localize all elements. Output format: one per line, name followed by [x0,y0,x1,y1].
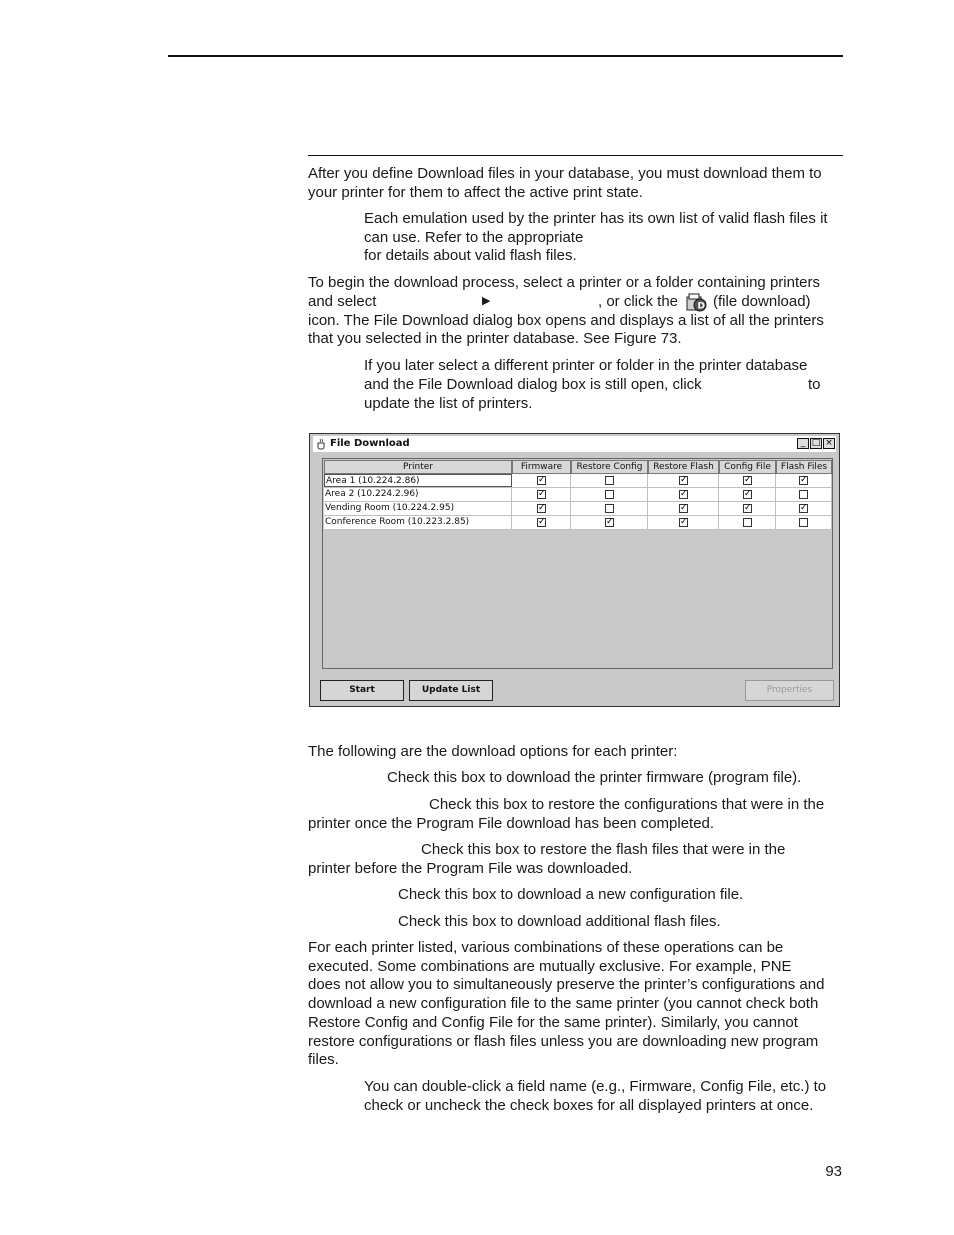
checked-checkbox[interactable]: ✓ [680,475,688,485]
checked-checkbox[interactable]: ✓ [538,517,546,527]
text-line: If you later select a different printer or folder in the printer database [364,357,808,374]
check-cell [512,488,571,501]
page-number: 93 [825,1163,842,1180]
check-cell [719,502,776,515]
check-cell [648,502,719,515]
svg-text:D: D [697,301,705,312]
check-cell [719,488,776,501]
text-line: To begin the download process, select a printer or a folder containing printers [308,274,820,291]
check-cell [776,474,832,487]
update-list-button[interactable]: Update List [409,680,493,701]
text-line: After you define Download files in your database, you must download them to [308,165,822,182]
check-cell [776,502,832,515]
column-header-restore-config[interactable]: Restore Config [571,460,648,474]
text-line: for details about valid flash files. [364,247,577,265]
text-line: Check this box to restore the configurations that were in the [429,796,825,813]
table-row[interactable] [324,488,832,502]
text-line: printer before the Program File was downloaded. [308,859,633,877]
header-rule [168,55,843,57]
checked-checkbox[interactable]: ✓ [680,517,688,527]
option-restore-flash-desc [308,841,848,878]
check-cell [719,474,776,487]
printer-name-cell[interactable]: Area 2 (10.224.2.96) [324,488,512,501]
begin-paragraph [308,274,848,349]
options-intro: The following are the download options for each printer: [308,743,678,760]
unchecked-checkbox[interactable] [743,518,752,527]
text-line [364,376,844,395]
printer-name-cell[interactable]: Area 1 (10.224.2.86) [324,474,512,487]
menu-arrow-icon: ▶ [482,294,491,307]
text-line: Each emulation used by the printer has its own list of valid flash files it [364,210,828,227]
text-line: files. [308,1051,339,1069]
table-row[interactable] [324,516,832,530]
check-cell [776,516,832,529]
checked-checkbox[interactable]: ✓ [744,503,752,513]
check-cell [571,474,648,487]
check-cell [571,502,648,515]
table-row[interactable] [324,474,832,488]
dialog-title: File Download [330,438,410,449]
unchecked-checkbox[interactable] [605,476,614,485]
option-restore-config-desc [308,796,848,833]
check-cell [776,488,832,501]
checked-checkbox[interactable]: ✓ [800,503,808,513]
text-line: that you selected in the printer database. See Figure 73. [308,330,682,348]
file-download-dialog [309,433,840,707]
text-fragment: to [808,375,821,393]
text-line: check or uncheck the check boxes for all displayed printers at once. [364,1096,814,1114]
check-cell [571,488,648,501]
table-row[interactable] [324,502,832,516]
text-line [308,293,848,312]
java-cup-icon [316,438,326,450]
checked-checkbox[interactable]: ✓ [744,489,752,499]
minimize-button[interactable]: _ [797,438,809,449]
text-fragment: and select [308,292,377,310]
unchecked-checkbox[interactable] [605,490,614,499]
properties-button[interactable]: Properties [745,680,834,701]
text-line: Check this box to restore the flash files that were in the [421,841,786,858]
column-header-printer[interactable]: Printer [324,460,512,474]
unchecked-checkbox[interactable] [799,490,808,499]
note-flash-files [364,210,844,266]
close-button[interactable]: × [823,438,835,449]
text-fragment: , or click the [598,292,679,310]
text-line: printer once the Program File download has been completed. [308,814,715,832]
text-line: restore configurations or flash files unless you are downloading new program [308,1032,819,1050]
text-fragment: (file download) [713,292,811,310]
column-header-restore-flash[interactable]: Restore Flash [648,460,719,474]
text-line: does not allow you to simultaneously preserve the printer’s configurations and [308,976,825,994]
text-fragment: and the File Download dialog box is still open, click [364,375,702,393]
text-line: For each printer listed, various combinations of these operations can be [308,939,784,956]
checked-checkbox[interactable]: ✓ [538,475,546,485]
printer-name-cell[interactable]: Vending Room (10.224.2.95) [324,502,512,515]
maximize-button[interactable]: □ [811,438,821,448]
unchecked-checkbox[interactable] [605,504,614,513]
checked-checkbox[interactable]: ✓ [680,503,688,513]
table-body [324,474,832,530]
text-line: Restore Config and Config File for the same printer). Similarly, you cannot [308,1013,798,1031]
text-line: update the list of printers. [364,394,533,412]
text-line: download a new configuration file to the same printer (you cannot check both [308,995,819,1013]
check-cell [719,516,776,529]
check-cell [648,488,719,501]
checked-checkbox[interactable]: ✓ [606,517,614,527]
file-download-icon [685,291,707,311]
checked-checkbox[interactable]: ✓ [744,475,752,485]
dialog-titlebar[interactable] [313,436,836,452]
text-line: icon. The File Download dialog box opens and displays a list of all the printers [308,311,824,329]
option-config-file-desc: Check this box to download a new configuration file. [398,886,744,903]
intro-paragraph [308,165,848,202]
option-flash-files-desc: Check this box to download additional flash files. [398,913,721,930]
column-header-flash-files[interactable]: Flash Files [776,460,832,474]
checked-checkbox[interactable]: ✓ [800,475,808,485]
start-button[interactable]: Start [320,680,404,701]
text-line: You can double-click a field name (e.g., Firmware, Config File, etc.) to [364,1078,827,1095]
column-header-config-file[interactable]: Config File [719,460,776,474]
column-header-firmware[interactable]: Firmware [512,460,571,474]
check-cell [648,516,719,529]
text-line: executed. Some combinations are mutually exclusive. For example, PNE [308,957,792,975]
note-update-list [364,357,844,413]
checked-checkbox[interactable]: ✓ [680,489,688,499]
checked-checkbox[interactable]: ✓ [538,503,546,513]
checked-checkbox[interactable]: ✓ [538,489,546,499]
section-rule [308,155,843,156]
combinations-paragraph [308,939,848,1070]
check-cell [571,516,648,529]
check-cell [512,516,571,529]
check-cell [512,502,571,515]
printer-table [322,458,833,669]
printer-name-cell[interactable]: Conference Room (10.223.2.85) [324,516,512,529]
option-firmware-desc: Check this box to download the printer firmware (program file). [387,769,802,786]
check-cell [512,474,571,487]
note-double-click [364,1078,844,1115]
unchecked-checkbox[interactable] [799,518,808,527]
text-line: can use. Refer to the appropriate [364,228,584,246]
text-line: your printer for them to affect the active print state. [308,183,643,201]
check-cell [648,474,719,487]
